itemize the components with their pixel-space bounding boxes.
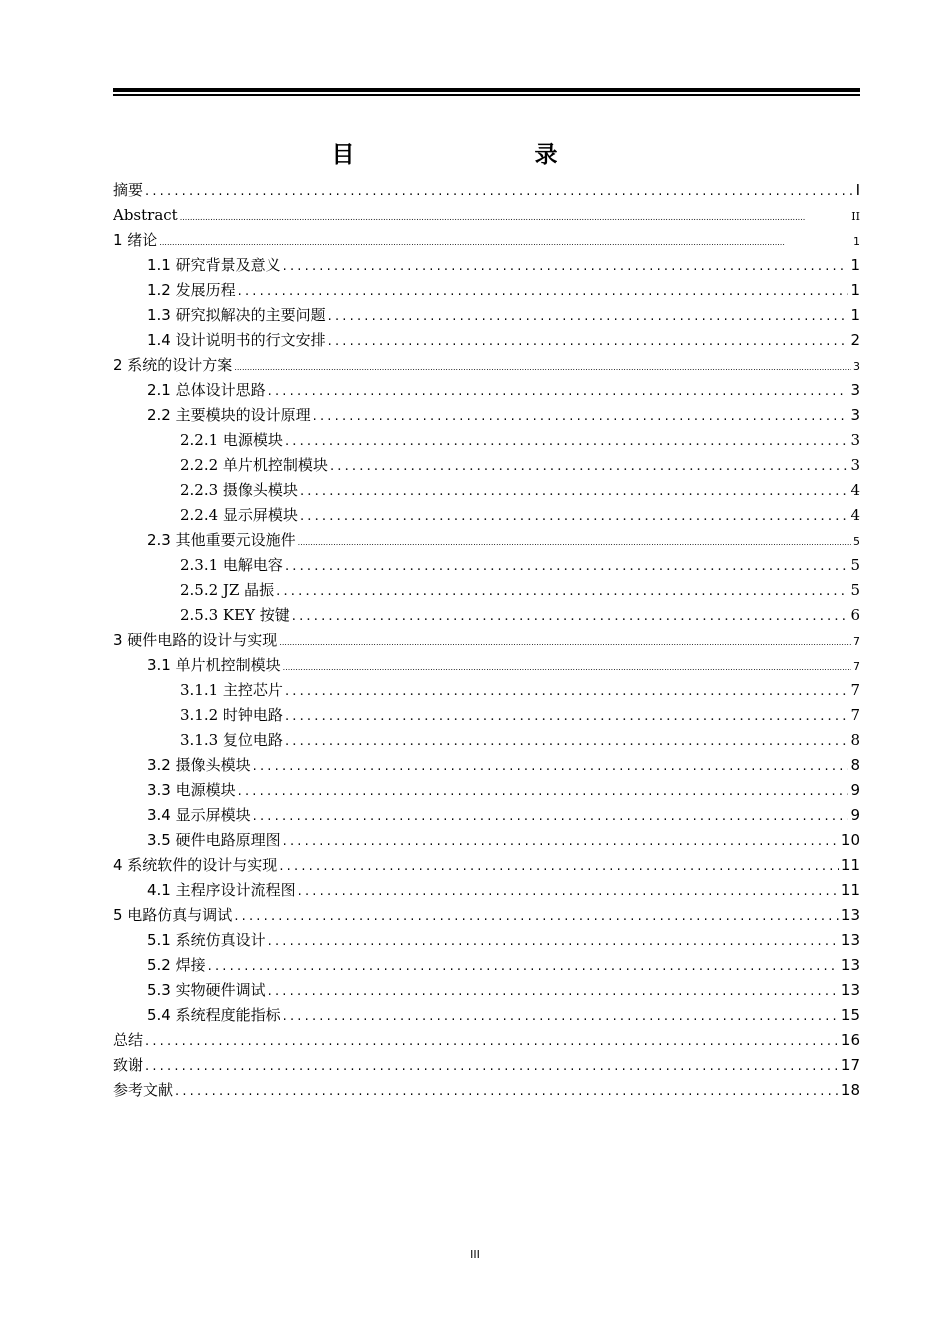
toc-entry-page: 3 xyxy=(850,456,860,474)
header-rule-thin xyxy=(113,94,860,96)
toc-entry-label: 3.4 显示屏模块 xyxy=(147,806,251,824)
toc-entry[interactable] xyxy=(113,303,860,328)
toc-leader-dots xyxy=(300,479,849,503)
toc-entry[interactable] xyxy=(113,728,860,753)
toc-entry-label: 2.5.2 JZ 晶振 xyxy=(180,581,275,599)
toc-entry-label: 3.1.2 时钟电路 xyxy=(180,706,283,724)
toc-leader-dots xyxy=(285,429,849,453)
toc-entry-label: 3.3 电源模块 xyxy=(147,781,236,799)
toc-entry-page: I xyxy=(855,181,860,199)
toc-leader-dots xyxy=(268,929,839,953)
toc-entry-page: 3 xyxy=(853,360,860,373)
toc-leader-dots xyxy=(276,579,848,603)
toc-entry[interactable] xyxy=(113,278,860,303)
toc-leader-dots xyxy=(180,205,850,228)
toc-entry-page: 7 xyxy=(853,660,860,673)
toc-entry[interactable] xyxy=(113,653,860,678)
toc-entry-label: 2 系统的设计方案 xyxy=(113,356,233,374)
toc-entry-page: 13 xyxy=(840,906,860,924)
toc-entry-page: 11 xyxy=(840,856,860,874)
toc-leader-dots xyxy=(285,554,849,578)
toc-entry-label: 5.3 实物硬件调试 xyxy=(147,981,266,999)
toc-entry[interactable] xyxy=(113,1028,860,1053)
toc-leader-dots xyxy=(283,1004,839,1028)
toc-entry-label: 5.2 焊接 xyxy=(147,956,206,974)
toc-entry-page: 8 xyxy=(850,756,860,774)
toc-entry-label: Abstract xyxy=(113,206,178,224)
toc-leader-dots xyxy=(285,704,849,728)
toc-entry-label: 1.3 研究拟解决的主要问题 xyxy=(147,306,326,324)
toc-entry-label: 摘要 xyxy=(113,181,144,199)
toc-entry-label: 1.4 设计说明书的行文安排 xyxy=(147,331,326,349)
toc-entry-page: 16 xyxy=(840,1031,860,1049)
toc-entry-page: 17 xyxy=(840,1056,860,1074)
toc-entry-page: 5 xyxy=(850,581,860,599)
toc-entry-label: 3.2 摄像头模块 xyxy=(147,756,251,774)
toc-entry[interactable] xyxy=(113,353,860,378)
toc-entry[interactable] xyxy=(113,778,860,803)
toc-leader-dots xyxy=(145,1029,839,1053)
toc-entry[interactable] xyxy=(113,403,860,428)
toc-entry-label: 2.2.2 单片机控制模块 xyxy=(180,456,328,474)
toc-entry-page: 2 xyxy=(850,331,860,349)
toc-entry-label: 5 电路仿真与调试 xyxy=(113,906,233,924)
toc-entry[interactable] xyxy=(113,1003,860,1028)
toc-entry-page: 8 xyxy=(850,731,860,749)
toc-entry[interactable] xyxy=(113,928,860,953)
toc-entry-label: 1 绪论 xyxy=(113,231,158,249)
toc-entry-page: 1 xyxy=(850,281,860,299)
header-rule-thick xyxy=(113,88,860,92)
toc-leader-dots xyxy=(285,729,849,753)
toc-entry-label: 3.1 单片机控制模块 xyxy=(147,656,281,674)
toc-entry-label: 4 系统软件的设计与实现 xyxy=(113,856,278,874)
toc-entry[interactable] xyxy=(113,328,860,353)
toc-entry-page: 7 xyxy=(850,706,860,724)
toc-entry-label: 2.2.1 电源模块 xyxy=(180,431,283,449)
toc-leader-dots xyxy=(268,379,849,403)
toc-entry-label: 1.1 研究背景及意义 xyxy=(147,256,281,274)
toc-entry[interactable] xyxy=(113,578,860,603)
toc-entry-label: 3.1.3 复位电路 xyxy=(180,731,283,749)
toc-leader-dots xyxy=(279,854,839,878)
toc-leader-dots xyxy=(313,404,849,428)
page-footer-number: III xyxy=(470,1248,480,1261)
toc-entry-label: 总结 xyxy=(113,1031,144,1049)
toc-entry[interactable] xyxy=(113,603,860,628)
toc-entry-label: 5.4 系统程度能指标 xyxy=(147,1006,281,1024)
toc-entry-label: 4.1 主程序设计流程图 xyxy=(147,881,296,899)
toc-entry-page: 18 xyxy=(840,1081,860,1099)
toc-leader-dots xyxy=(145,179,854,203)
toc-entry-page: 3 xyxy=(850,381,860,399)
toc-entry-label: 5.1 系统仿真设计 xyxy=(147,931,266,949)
toc-entry-page: 9 xyxy=(850,806,860,824)
toc-leader-dots xyxy=(328,329,849,353)
toc-entry[interactable] xyxy=(113,828,860,853)
toc-entry-page: 1 xyxy=(853,235,860,248)
toc-entry-label: 3.1.1 主控芯片 xyxy=(180,681,283,699)
toc-entry-label: 3 硬件电路的设计与实现 xyxy=(113,631,278,649)
toc-entry-page: 13 xyxy=(840,981,860,999)
toc-leader-dots xyxy=(159,230,851,253)
toc-leader-dots xyxy=(234,355,851,378)
toc-entry[interactable] xyxy=(113,528,860,553)
toc-entry-page: 6 xyxy=(850,606,860,624)
toc-entry-page: 3 xyxy=(850,406,860,424)
toc-entry[interactable] xyxy=(113,1053,860,1078)
toc-entry[interactable] xyxy=(113,628,860,653)
toc-entry-page: 15 xyxy=(840,1006,860,1024)
toc-entry-page: 13 xyxy=(840,931,860,949)
toc-leader-dots xyxy=(268,979,839,1003)
toc-entry-page: 7 xyxy=(850,681,860,699)
toc-leader-dots xyxy=(292,604,849,628)
toc-leader-dots xyxy=(238,279,849,303)
toc-leader-dots xyxy=(208,954,839,978)
toc-leader-dots xyxy=(145,1054,839,1078)
toc-leader-dots xyxy=(283,829,839,853)
toc-entry[interactable] xyxy=(113,228,860,253)
toc-entry[interactable] xyxy=(113,253,860,278)
toc-entry[interactable] xyxy=(113,953,860,978)
toc-entry-label: 2.5.3 KEY 按键 xyxy=(180,606,290,624)
toc-leader-dots xyxy=(300,504,849,528)
toc-entry[interactable] xyxy=(113,1078,860,1103)
toc-entry-label: 2.2 主要模块的设计原理 xyxy=(147,406,311,424)
toc-leader-dots xyxy=(298,879,839,903)
toc-leader-dots xyxy=(175,1079,839,1103)
toc-entry[interactable] xyxy=(113,453,860,478)
toc-entry[interactable] xyxy=(113,178,860,203)
toc-entry-label: 3.5 硬件电路原理图 xyxy=(147,831,281,849)
toc-leader-dots xyxy=(328,304,849,328)
toc-entry-page: 1 xyxy=(850,256,860,274)
toc-entry-page: 7 xyxy=(853,635,860,648)
toc-leader-dots xyxy=(330,454,849,478)
toc-entry-label: 2.2.3 摄像头模块 xyxy=(180,481,298,499)
toc-entry-page: 4 xyxy=(850,506,860,524)
toc-entry-page: 10 xyxy=(840,831,860,849)
toc-entry-label: 参考文献 xyxy=(113,1081,174,1099)
toc-entry[interactable] xyxy=(113,378,860,403)
toc-entry-label: 1.2 发展历程 xyxy=(147,281,236,299)
toc-entry-page: II xyxy=(851,210,860,223)
toc-entry[interactable] xyxy=(113,978,860,1003)
toc-entry[interactable] xyxy=(113,678,860,703)
toc-entry-page: 11 xyxy=(840,881,860,899)
toc-entry[interactable] xyxy=(113,903,860,928)
page-title: 目 录 xyxy=(331,142,644,168)
toc-entry[interactable] xyxy=(113,503,860,528)
toc-leader-dots xyxy=(238,779,849,803)
toc-leader-dots xyxy=(283,254,849,278)
toc-entry[interactable] xyxy=(113,703,860,728)
toc-entry[interactable] xyxy=(113,428,860,453)
toc-entry-page: 5 xyxy=(853,535,860,548)
toc-entry-label: 2.3.1 电解电容 xyxy=(180,556,283,574)
toc-entry-page: 3 xyxy=(850,431,860,449)
toc-entry-page: 13 xyxy=(840,956,860,974)
toc-leader-dots xyxy=(253,754,849,778)
toc-leader-dots xyxy=(285,679,849,703)
toc-leader-dots xyxy=(253,804,849,828)
toc-leader-dots xyxy=(279,630,851,653)
toc-leader-dots xyxy=(283,655,851,678)
toc-entry-label: 致谢 xyxy=(113,1056,144,1074)
toc-leader-dots xyxy=(234,904,839,928)
toc-entry-page: 1 xyxy=(850,306,860,324)
toc-entry[interactable] xyxy=(113,478,860,503)
toc-entry[interactable] xyxy=(113,753,860,778)
toc-entry[interactable] xyxy=(113,553,860,578)
toc-entry[interactable] xyxy=(113,203,860,228)
toc-entry-page: 5 xyxy=(850,556,860,574)
toc-entry-label: 2.2.4 显示屏模块 xyxy=(180,506,298,524)
toc-leader-dots xyxy=(298,530,851,553)
toc-entry[interactable] xyxy=(113,803,860,828)
toc-entry[interactable] xyxy=(113,878,860,903)
toc-entry-page: 4 xyxy=(850,481,860,499)
toc-entry-label: 2.1 总体设计思路 xyxy=(147,381,266,399)
table-of-contents xyxy=(113,178,860,1103)
toc-entry-page: 9 xyxy=(850,781,860,799)
toc-entry[interactable] xyxy=(113,853,860,878)
toc-entry-label: 2.3 其他重要元设施件 xyxy=(147,531,296,549)
